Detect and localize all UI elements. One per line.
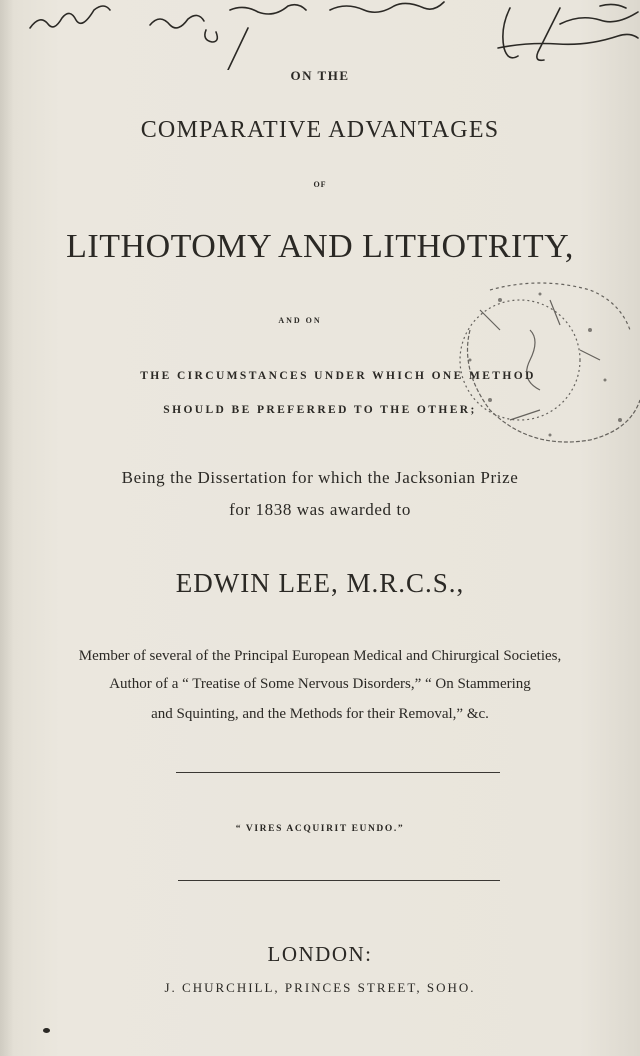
imprint-publisher: J. CHURCHILL, PRINCES STREET, SOHO. [164,980,476,995]
credentials-line-2: Author of a “ Treatise of Some Nervous Disorders,” “ On Stammering [109,676,531,692]
subtitle-line-2: SHOULD BE PREFERRED TO THE OTHER; [163,404,477,416]
imprint-city: LONDON: [267,942,373,966]
motto: “ VIRES ACQUIRIT EUNDO.” [235,824,405,834]
credentials-line-1: Member of several of the Principal European Medical and Chirurgical Societies, [78,648,562,664]
title-line-1: COMPARATIVE ADVANTAGES [140,117,500,143]
title-connector-and-on: AND ON [278,316,322,325]
author-name: EDWIN LEE, M.R.C.S., [175,568,465,598]
title-line-2: LITHOTOMY AND LITHOTRITY, [66,228,574,265]
dissertation-line-1: Being the Dissertation for which the Jacksonian Prize [121,468,519,487]
title-connector-of: OF [313,180,327,189]
credentials-line-3: and Squinting, and the Methods for their Removal,” &c. [151,706,489,722]
handwritten-signature [0,0,640,70]
divider-top [176,772,500,773]
pre-title: ON THE [290,68,350,83]
ink-spot [43,1028,50,1033]
subtitle-line-1: THE CIRCUMSTANCES UNDER WHICH ONE METHOD [140,370,536,382]
divider-bottom [178,880,500,881]
library-stamp [430,270,640,470]
dissertation-line-2: for 1838 was awarded to [229,500,411,519]
